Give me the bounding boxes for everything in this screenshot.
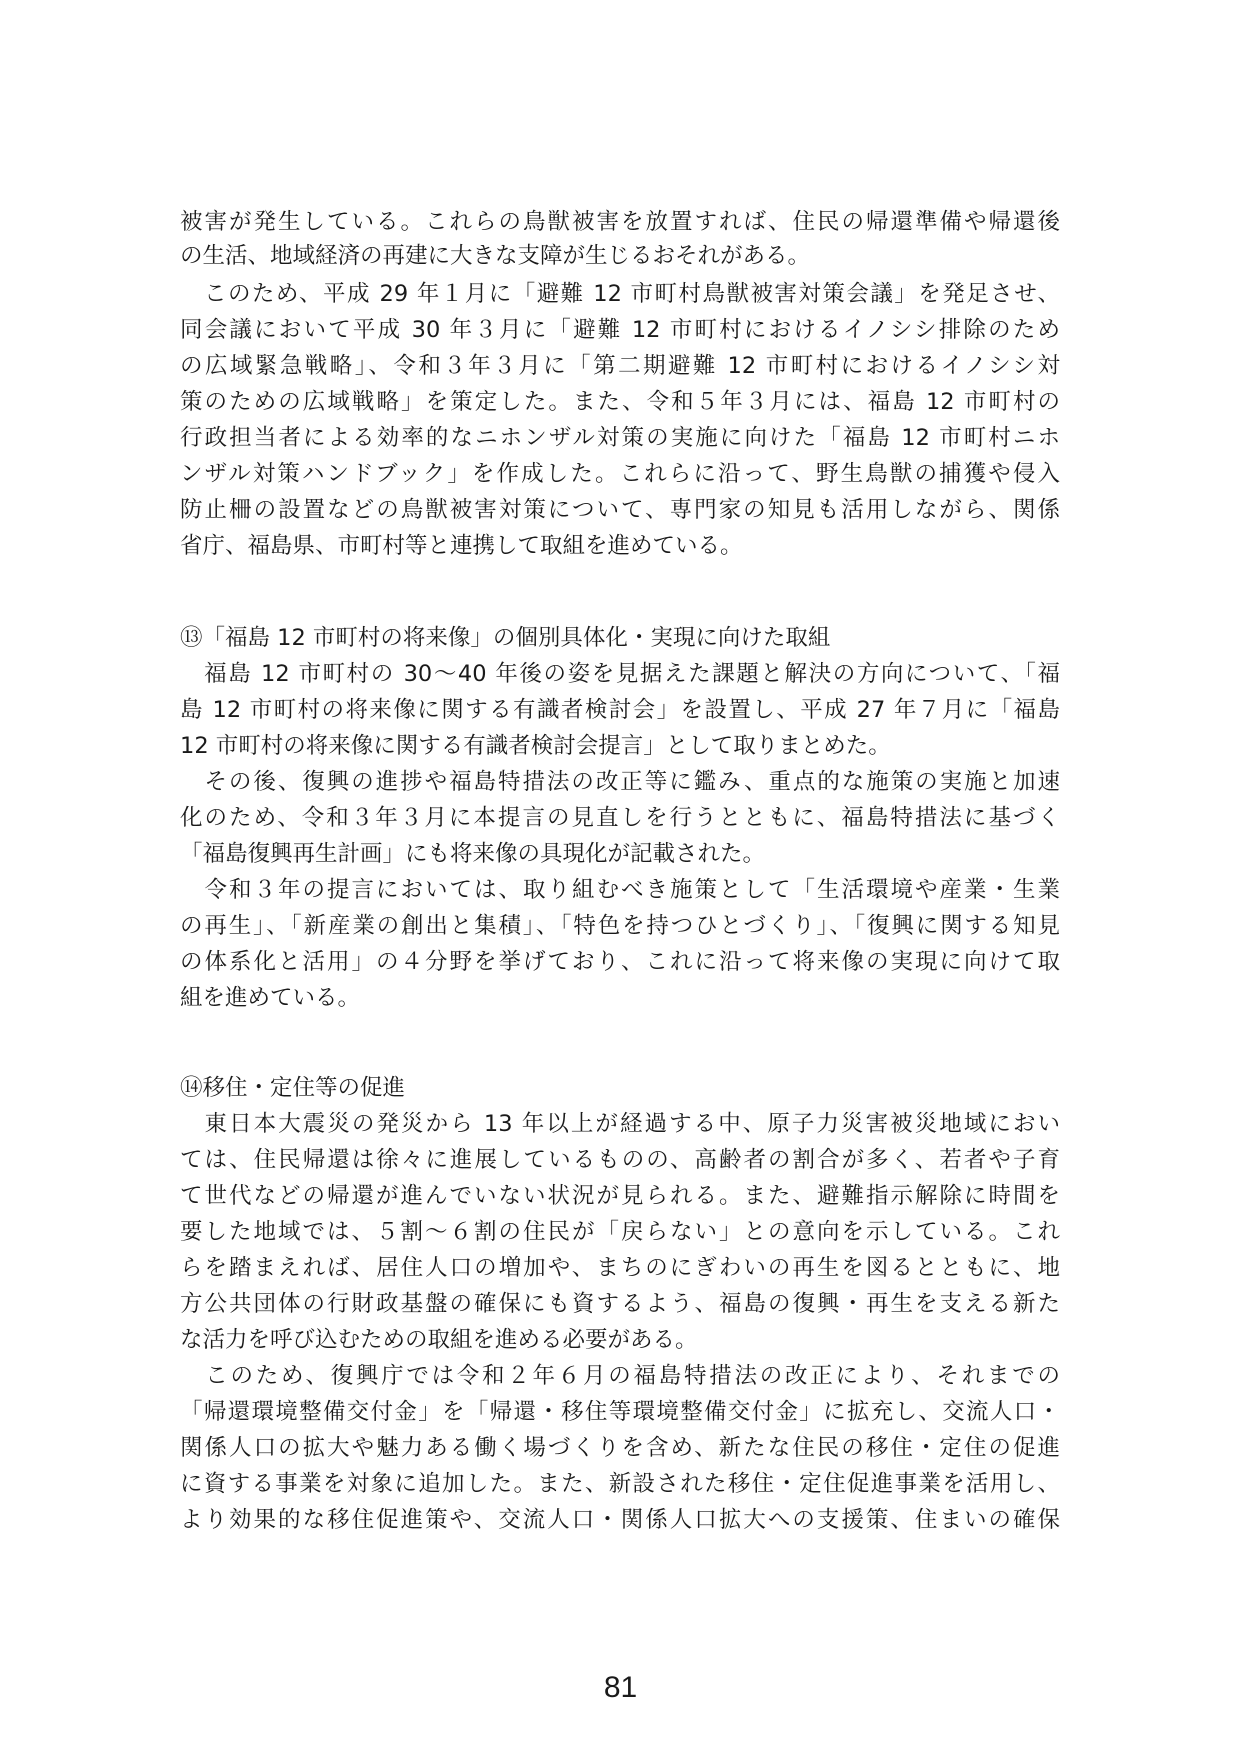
paragraph-line: 化のため、令和３年３月に本提言の見直しを行うとともに、福島特措法に基づく (180, 805, 1060, 831)
paragraph-line: 関係人口の拡大や魅力ある働く場づくりを含め、新たな住民の移住・定住の促進 (180, 1435, 1060, 1461)
paragraph-line: 方公共団体の行財政基盤の確保にも資するよう、福島の復興・再生を支える新た (180, 1291, 1060, 1317)
paragraph-line: の再生」、「新産業の創出と集積」、「特色を持つひとづくり」、「復興に関する知見 (180, 913, 1060, 939)
paragraph-line: その後、復興の進捗や福島特措法の改正等に鑑み、重点的な施策の実施と加速 (180, 769, 1060, 795)
paragraph-line: の生活、地域経済の再建に大きな支障が生じるおそれがある。 (180, 243, 811, 269)
paragraph-line: 省庁、福島県、市町村等と連携して取組を進めている。 (180, 533, 743, 559)
paragraph-line: 組を進めている。 (180, 985, 361, 1011)
section-heading: ⑬「福島 12 市町村の将来像」の個別具体化・実現に向けた取組 (180, 625, 831, 651)
paragraph-line: 東日本大震災の発災から 13 年以上が経過する中、原子力災害被災地域におい (180, 1111, 1060, 1137)
paragraph-line: の体系化と活用」の４分野を挙げており、これに沿って将来像の実現に向けて取 (180, 949, 1060, 975)
paragraph-line: 「帰還環境整備交付金」を「帰還・移住等環境整備交付金」に拡充し、交流人口・ (180, 1399, 1060, 1425)
paragraph-line: 令和３年の提言においては、取り組むべき施策として「生活環境や産業・生業 (180, 877, 1060, 903)
paragraph-line: より効果的な移住促進策や、交流人口・関係人口拡大への支援策、住まいの確保 (180, 1507, 1060, 1533)
paragraph-line: 同会議において平成 30 年３月に「避難 12 市町村におけるイノシシ排除のため (180, 317, 1060, 343)
paragraph-line: 要した地域では、５割～６割の住民が「戻らない」との意向を示している。これ (180, 1219, 1060, 1245)
paragraph-line: 策のための広域戦略」を策定した。また、令和５年３月には、福島 12 市町村の (180, 389, 1060, 415)
paragraph-line: 行政担当者による効率的なニホンザル対策の実施に向けた「福島 12 市町村ニホ (180, 425, 1060, 451)
page-number: 81 (603, 1671, 638, 1704)
paragraph-line: 12 市町村の将来像に関する有識者検討会提言」として取りまとめた。 (180, 733, 891, 759)
paragraph-line: ては、住民帰還は徐々に進展しているものの、高齢者の割合が多く、若者や子育 (180, 1147, 1060, 1173)
paragraph-line: な活力を呼び込むための取組を進める必要がある。 (180, 1327, 698, 1353)
paragraph-line: 防止柵の設置などの鳥獣被害対策について、専門家の知見も活用しながら、関係 (180, 497, 1060, 523)
section-heading: ⑭移住・定住等の促進 (180, 1075, 406, 1101)
paragraph-line: て世代などの帰還が進んでいない状況が見られる。また、避難指示解除に時間を (180, 1183, 1060, 1209)
paragraph-line: ンザル対策ハンドブック」を作成した。これらに沿って、野生鳥獣の捕獲や侵入 (180, 461, 1060, 487)
paragraph-line: らを踏まえれば、居住人口の増加や、まちのにぎわいの再生を図るとともに、地 (180, 1255, 1060, 1281)
paragraph-line: の広域緊急戦略」、令和３年３月に「第二期避難 12 市町村におけるイノシシ対 (180, 353, 1060, 379)
paragraph-line: に資する事業を対象に追加した。また、新設された移住・定住促進事業を活用し、 (180, 1471, 1060, 1497)
paragraph-line: 福島 12 市町村の 30～40 年後の姿を見据えた課題と解決の方向について、「福 (180, 661, 1060, 687)
paragraph-line: このため、復興庁では令和２年６月の福島特措法の改正により、それまでの (180, 1363, 1060, 1389)
paragraph-line: 島 12 市町村の将来像に関する有識者検討会」を設置し、平成 27 年７月に「福島 (180, 697, 1060, 723)
paragraph-line: 「福島復興再生計画」にも将来像の具現化が記載された。 (180, 841, 766, 867)
paragraph-line: 被害が発生している。これらの鳥獣被害を放置すれば、住民の帰還準備や帰還後 (180, 209, 1060, 235)
paragraph-line: このため、平成 29 年１月に「避難 12 市町村鳥獣被害対策会議」を発足させ、 (180, 281, 1060, 307)
